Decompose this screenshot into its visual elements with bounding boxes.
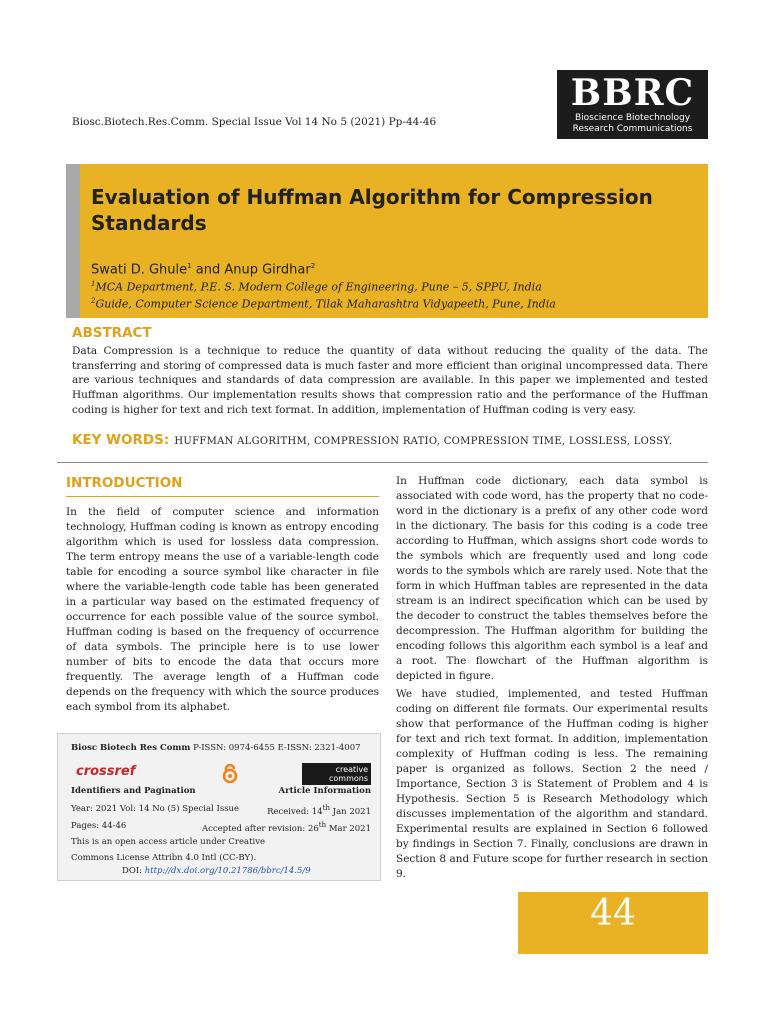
creative-commons-logo: creative commons bbox=[302, 763, 371, 785]
article-title: Evaluation of Huffman Algorithm for Compression Standards bbox=[91, 185, 653, 235]
open-access-line-1: This is an open access article under Creative bbox=[71, 837, 266, 847]
keywords-text: HUFFMAN ALGORITHM, COMPRESSION RATIO, COMPRESSION TIME, LOSSLESS, LOSSY. bbox=[174, 436, 673, 447]
introduction-right-text-2: We have studied, implemented, and tested Huffman coding on different file formats. Our experimental results show that performance of the Huffman coding is higher for text and rich text format. In addition, implementation complexity of Huffman coding is less. The remaining paper is organized as follows. Section 2 the need / Importance, Section 3 is Statement of Problem and 4 is Hypothesis. Section 5 is Research Methodology which discusses implementation of the algorithm and standard. Experimental results are explained in Section 6 followed by findings in Section 7. Finally, conclusions are drawn in Section 8 and Future scope for further research in section 9. bbox=[396, 688, 708, 880]
logo-text: BBRC bbox=[570, 72, 695, 114]
introduction-heading: INTRODUCTION bbox=[66, 475, 183, 491]
issn: P-ISSN: 0974-6455 E-ISSN: 2321-4007 bbox=[190, 743, 361, 753]
article-info-box bbox=[57, 733, 381, 881]
author-2: Anup Girdhar bbox=[224, 262, 311, 278]
keywords-label: KEY WORDS: bbox=[72, 432, 170, 448]
author-conjunction: and bbox=[191, 262, 225, 278]
accepted-date: Accepted after revision: 26th Mar 2021 bbox=[201, 821, 371, 834]
doi-link[interactable]: http://dx.doi.org/10.21786/bbrc/14.5/9 bbox=[144, 866, 311, 876]
bbrc-logo bbox=[557, 70, 708, 139]
journal-reference: Biosc.Biotech.Res.Comm. Special Issue Vol 14 No 5 (2021) Pp-44-46 bbox=[72, 116, 437, 128]
author-1: Swati D. Ghule bbox=[91, 262, 188, 278]
keywords bbox=[72, 429, 712, 448]
article-info-heading: Article Information bbox=[278, 786, 371, 796]
logo-subtitle-2: Research Communications bbox=[572, 124, 693, 134]
title-band-bar bbox=[66, 164, 80, 318]
abstract-text: Data Compression is a technique to reduce the quantity of data without reducing the quality of the data. The transferring and storing of compressed data is much faster and more efficient than original uncompressed data. There are various techniques and standards of data compression are available. In this paper we implemented and tested Huffman algorithms. Our implementation results shows that compression ratio and the performance of the Huffman coding is higher for text and rich text format. In addition, implementation of Huffman coding is very easy. bbox=[72, 345, 708, 416]
introduction-underline bbox=[66, 496, 379, 497]
identifiers-heading: Identifiers and Pagination bbox=[71, 786, 196, 796]
crossref-logo: crossref bbox=[76, 764, 136, 779]
affiliation-2: $^2$Guide, Computer Science Department, Tilak Maharashtra Vidyapeeth, Pune, India bbox=[91, 297, 556, 311]
divider bbox=[57, 462, 708, 463]
open-access-line-2: Commons License Attribn 4.0 Intl (CC-BY). bbox=[71, 853, 257, 863]
logo-subtitle-1: Bioscience Biotechnology bbox=[574, 113, 691, 123]
page-number: 44 bbox=[590, 893, 636, 934]
year-volume: Year: 2021 Vol: 14 No (5) Special Issue bbox=[71, 804, 240, 814]
affiliation-1: $^1$MCA Department, P.E. S. Modern College of Engineering, Pune – 5, SPPU, India bbox=[91, 280, 542, 294]
journal-name: Biosc Biotech Res Comm bbox=[71, 743, 191, 753]
introduction-right-text-1: In Huffman code dictionary, each data symbol is associated with code word, has the property that no code-word in the dictionary is a prefix of any other code word in the dictionary. The basis for this coding is a code tree according to Huffman, which assigns short code words to the symbols which are frequently used and long code words to the symbols which are rarely used. Note that the form in which Huffman tables are represented in the data stream is an indirect specification which can be used by the decoder to construct the tables themselves before the decompression. The Huffman algorithm for building the encoding follows this algorithm each symbol is a leaf and a root. The flowchart of the Huffman algorithm is depicted in figure. bbox=[396, 475, 708, 682]
abstract-heading: ABSTRACT bbox=[72, 325, 152, 341]
introduction-left-text: In the field of computer science and information technology, Huffman coding is known as entropy encoding algorithm which is used for lossless data compression. The term entropy means the use of a variable-length code table for encoding a source symbol like character in file where the variable-length code table has been generated in a particular way based on the estimated frequency of occurrence for each possible value of the source symbol. Huffman coding is based on the frequency of occurrence of data symbols. The principle here is to use lower number of bits to encode the data that occurs more frequently. The average length of a Huffman code depends on the frequency with which the source produces each symbol from its alphabet. bbox=[66, 506, 379, 713]
doi: DOI: http://dx.doi.org/10.21786/bbrc/14.5/9 bbox=[122, 866, 311, 876]
authors: Swati D. Ghule$^1$ and Anup Girdhar$^2$ bbox=[91, 262, 316, 278]
open-access-icon bbox=[220, 764, 240, 784]
pages: Pages: 44-46 bbox=[71, 821, 127, 831]
received-date: Received: 14th Jan 2021 bbox=[267, 804, 371, 817]
